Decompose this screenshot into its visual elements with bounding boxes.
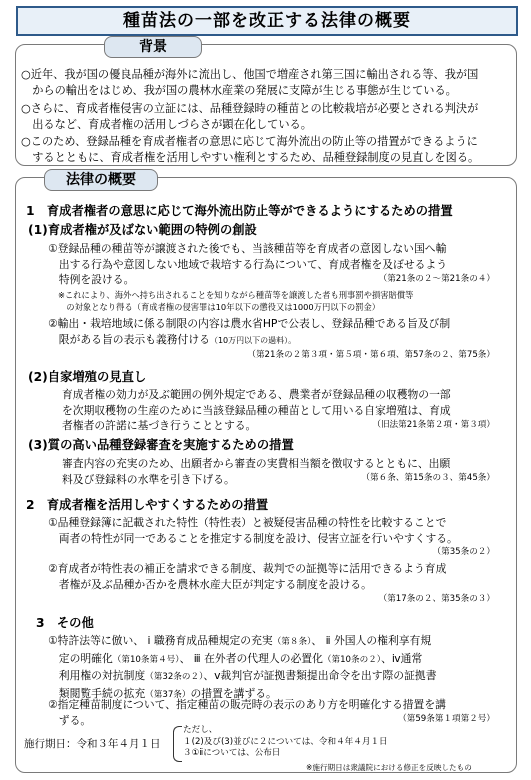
- background-item-3: ○このため、登録品種を育成者権者の意思に応じて海外流出の防止等の措置ができるように するとともに、育成者権を活用しやすい権利とするため、品種登録制度の見直しを図る。: [21, 135, 480, 164]
- page-title: 種苗法の一部を改正する法律の概要: [16, 6, 518, 36]
- section-1-1-note: ※これにより、海外へ持ち出されることを知りながら種苗等を譲渡した者も刑事罰や損害賠償等 の対象となり得る（育成者権の侵害罪は10年以下の懲役又は1000万円以下の罰金）: [58, 290, 414, 312]
- law-overview-heading: 法律の概要: [44, 169, 158, 191]
- effective-proviso: ただし、 １(2)及び(3)並びに２については、令和４年４月１日 ３①ⅱについては、公布日: [183, 725, 388, 758]
- section-1-3-title: (3)質の高い品種登録審査を実施するための措置: [28, 438, 294, 452]
- background-section: [15, 39, 517, 166]
- effective-note: ※施行期日は衆議院における修正を反映したもの: [306, 763, 472, 772]
- section-2-item-1: ①品種登録簿に記載された特性（特性表）と被疑侵害品種の特性を比較することで 両者の特性が同一であることを推定する制度を設け、侵害立証を行いやすくする。: [48, 516, 458, 545]
- section-1-1-item-1-ref: （第21条の２～第21条の４）: [378, 274, 495, 284]
- proviso-brace: [173, 726, 182, 762]
- background-heading: 背景: [104, 36, 202, 58]
- section-3-item-2-ref: （第59条第１項第２号）: [398, 714, 495, 724]
- section-1-2-body: 育成者権の効力が及ぶ範囲の例外規定である、農業者が登録品種の収穫物の一部 を次期収穫物の生産のために当該登録品種の種苗として用いる自家増殖は、育成 者権者の許諾に基づき行うこととする。: [62, 388, 451, 432]
- section-1-1-item-2-ref: （第21条の２第３項・第５項・第６項、第57条の２、第75条）: [247, 350, 495, 360]
- section-1-2-title: (2)自家増殖の見直し: [28, 370, 147, 384]
- section-1-1-item-2: ②輸出・栽培地域に係る制限の内容は農水省HPで公表し、登録品種である旨及び制 限がある旨の表示も義務付ける（10万円以下の過料）。: [48, 317, 451, 346]
- section-3-item-1: ①特許法等に倣い、 ⅰ 職務育成品種規定の充実（第８条）、 ⅱ 外国人の権利享有規 定の明確化（第10条第４号）、 ⅲ 在外者の代理人の必置化（第10条の２）、ⅳ通常 利用権の対抗制度（第32条の２）、ⅴ裁判官が証拠書類提出命令を出す際の証拠書 類閲覧手続の拡充（第37条）の措置を講ずる。: [48, 634, 437, 700]
- section-3-title: 3 その他: [36, 616, 94, 630]
- section-3-item-2: ②指定種苗制度について、指定種苗の販売時の表示のあり方を明確化する措置を講 ずる。: [48, 698, 446, 727]
- section-1-2-ref: （旧法第21条第２項・第３項）: [372, 420, 495, 430]
- section-1-3-ref: （第６条、第15条の３、第45条）: [361, 473, 495, 483]
- section-1-1-item-1: ①登録品種の種苗等が譲渡された後でも、当該種苗等を育成者の意図しない国へ輸 出する行為や意図しない地域で栽培する行為について、育成者権を及ぼせるよう 特例を設ける。: [48, 242, 448, 286]
- section-2-item-2: ②育成者が特性表の補正を請求できる制度、裁判での証拠等に活用できるよう育成 者権が及ぶ品種か否かを農林水産大臣が判定する制度を設ける。: [48, 562, 447, 591]
- section-1-title: 1 育成者権者の意思に応じて海外流出防止等ができるようにするための措置: [26, 204, 453, 218]
- background-item-1: ○近年、我が国の優良品種が海外に流出し、他国で増産され第三国に輸出される等、我が国 からの輸出をはじめ、我が国の農林水産業の発展に支障が生じる事態が生じている。: [21, 68, 479, 97]
- section-2-item-1-ref: （第35条の２）: [432, 547, 495, 557]
- section-2-item-2-ref: （第17条の２、第35条の３）: [378, 594, 495, 604]
- section-2-title: 2 育成者権を活用しやすくするための措置: [26, 498, 269, 512]
- effective-date: 施行期日：令和３年４月１日: [24, 738, 161, 750]
- background-item-2: ○さらに、育成者権侵害の立証には、品種登録時の種苗との比較栽培が必要とされる判決が 出るなど、育成者権の活用しづらさが顕在化している。: [21, 102, 479, 131]
- section-1-3-body: 審査内容の充実のため、出願者から審査の実費相当額を徴収するとともに、出願 料及び登録料の水準を引き下げる。: [62, 457, 451, 486]
- section-1-1-title: (1)育成者権が及ばない範囲の特例の創設: [28, 223, 257, 237]
